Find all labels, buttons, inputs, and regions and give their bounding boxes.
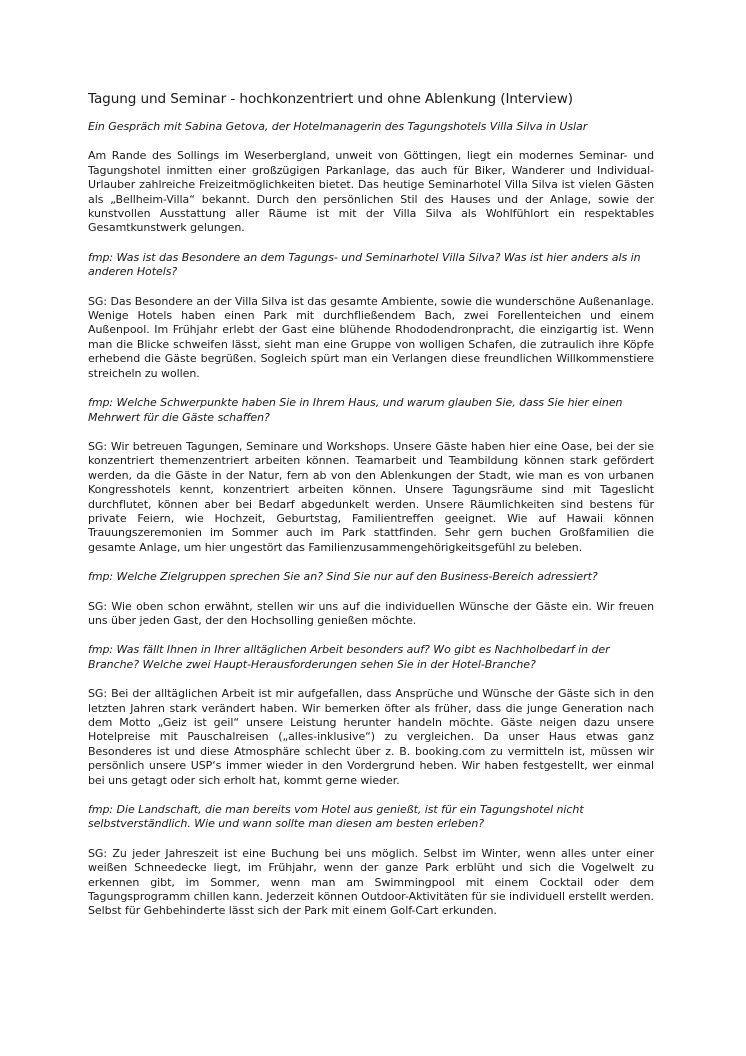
question-1: fmp: Was ist das Besondere an dem Tagungs- und Seminarhotel Villa Silva? Was ist hier anders als in anderen Hotels? — [88, 250, 641, 279]
document-subtitle: Ein Gespräch mit Sabina Getova, der Hotelmanagerin des Tagungshotels Villa Silva in Uslar — [88, 120, 588, 133]
question-2: fmp: Welche Schwerpunkte haben Sie in Ihrem Haus, und warum glauben Sie, dass Sie hier einen Mehrwert für die Gäste schaffen? — [88, 396, 623, 424]
answer-4: SG: Bei der alltäglichen Arbeit ist mir aufgefallen, dass Ansprüche und Wünsche der Gäste sich in den letzten Jahren stark verändert haben. Wir bemerken öfter als früher, dass die junge Generation nach dem Motto „Geiz ist geil“ unsere Leistung herunter handeln möchte. Gäste neigen dazu unsere Hotelpreise mit Pauschalreisen („alles-inklusive“) zu vergleichen. Da unser Haus etwas ganz Besonderes ist und diese Atmosphäre schlecht über z. B. booking.com zu vermitteln ist, müssen wir persönlich unsere USP‘s immer wieder in den Vordergrund heben. Wir haben festgestellt, wer einmal bei uns getagt oder sich erholt hat, kommt gerne wieder. — [88, 687, 654, 787]
document-page — [88, 90, 654, 934]
question-4: fmp: Was fällt Ihnen in Ihrer alltäglichen Arbeit besonders auf? Wo gibt es Nachholbedarf in der Branche? Welche zwei Haupt-Herausforderungen sehen Sie in der Hotel-Branche? — [88, 643, 610, 671]
document-title: Tagung und Seminar - hochkonzentriert und ohne Ablenkung (Interview) — [88, 91, 573, 107]
answer-5: SG: Zu jeder Jahreszeit ist eine Buchung bei uns möglich. Selbst im Winter, wenn alles unter einer weißen Schneedecke liegt, im Frühjahr, wenn der ganze Park erblüht und sich die Vogelwelt zu erkennen gibt, im Sommer, wenn man am Swimmingpool mit einem Cocktail oder dem Tagungsprogramm chillen kann. Jederzeit können Outdoor-Aktivitäten für sie individuell erstellt werden. Selbst für Gehbehinderte lässt sich der Park mit einem Golf-Cart erkunden. — [88, 846, 654, 918]
question-5: fmp: Die Landschaft, die man bereits vom Hotel aus genießt, ist für ein Tagungshotel nicht selbstverständlich. Wie und wann sollte man diesen am besten erleben? — [88, 803, 584, 831]
answer-3: SG: Wie oben schon erwähnt, stellen wir uns auf die individuellen Wünsche der Gäste ein. Wir freuen uns über jeden Gast, der den Hochsolling genießen möchte. — [88, 599, 654, 627]
answer-2: SG: Wir betreuen Tagungen, Seminare und Workshops. Unsere Gäste haben hier eine Oase, bei der sie konzentriert themenzentriert arbeiten können. Teamarbeit und Teambildung können stark gefördert werden, da die Gäste in der Natur, fern ab von den Ablenkungen der Stadt, wie man es von urbanen Kongresshotels kennt, konzentriert arbeiten können. Unsere Tagungsräume sind mit Tageslicht durchflutet, können aber bei Bedarf abgedunkelt werden. Unsere Räumlichkeiten sind bestens für private Feiern, wie Hochzeit, Geburtstag, Familientreffen geeignet. Wie auf Hawaii können Trauungszeremonien im Sommer auch im Park stattfinden. Sehr gern buchen Großfamilien die gesamte Anlage, um hier ungestört das Familienzusammengehörigkeitsgefühl zu beleben. — [88, 439, 654, 554]
intro-paragraph: Am Rande des Sollings im Weserbergland, unweit von Göttingen, liegt ein modernes Seminar- und Tagungshotel inmitten einer großzügigen Parkanlage, das auch für Biker, Wanderer und Individual-Urlauber zahlreiche Freizeitmöglichkeiten bietet. Das heutige Seminarhotel Villa Silva ist vielen Gästen als „Bellheim-Villa“ bekannt. Durch den persönlichen Stil des Hauses und der Anlage, sowie der kunstvollen Ausstattung aller Räume ist mit der Villa Silva als Wohlfühlort ein respektables Gesamtkunstwerk gelungen. — [88, 149, 654, 235]
question-3: fmp: Welche Zielgruppen sprechen Sie an? Sind Sie nur auf den Business-Bereich adressiert? — [88, 570, 598, 584]
answer-1: SG: Das Besondere an der Villa Silva ist das gesamte Ambiente, sowie die wunderschöne Außenanlage. Wenige Hotels haben einen Park mit durchfließendem Bach, zwei Forellenteichen und einem Außenpool. Im Frühjahr erlebt der Gast eine blühende Rhododendronpracht, die einzigartig ist. Wenn man die Blicke schweifen lässt, sieht man eine Gruppe von wolligen Schafen, die zutraulich ihre Köpfe erhebend die Gäste begrüßen. Sogleich spürt man ein Verlangen diese freundlichen Willkommenstiere streicheln zu wollen. — [88, 294, 654, 380]
